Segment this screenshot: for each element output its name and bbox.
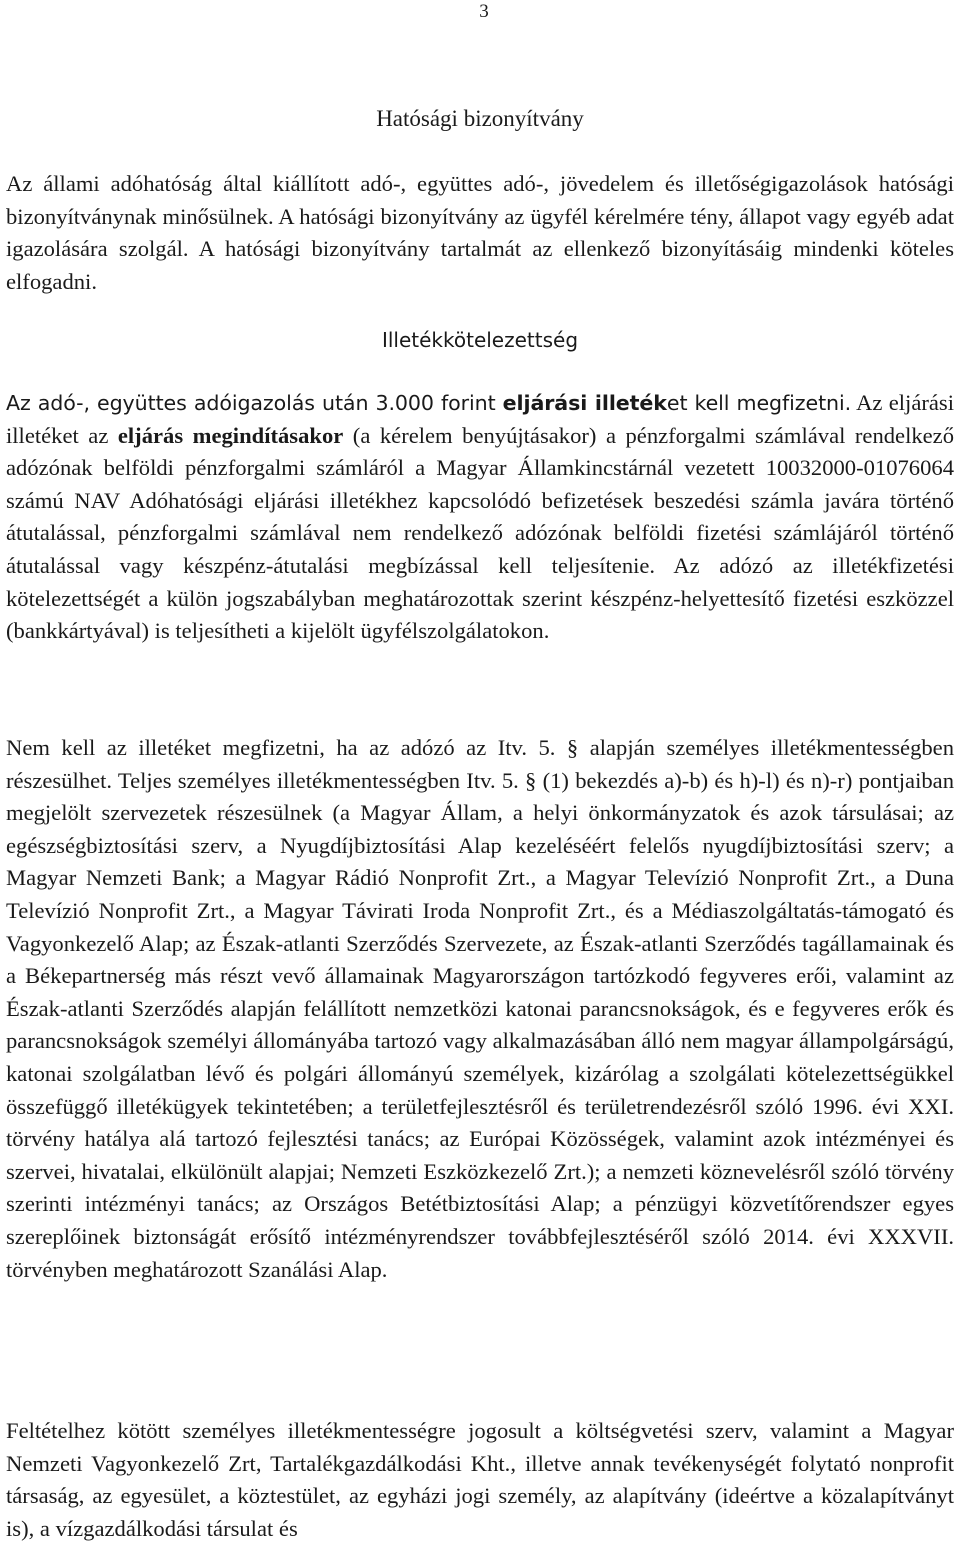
page-number: 3 bbox=[479, 1, 489, 22]
paragraph-feltetelhez-kotott-mentesseg: Feltételhez kötött személyes illetékmentességre jogosult a költségvetési szerv, valamint a Magyar Nemzeti Vagyonkezelő Zrt, Tartalékgazdálkodási Kht., illetve annak tevékenységét folytató nonprofit társaság, az egyesület, a köztestület, az egyházi jogi személy, az alapítvány (ideértve a közalapítványt is), a vízgazdálkodási társulat és bbox=[6, 1418, 954, 1541]
paragraph-text: Az eljárási illetéket az bbox=[6, 390, 954, 448]
paragraph-illetek-fizetes bbox=[6, 387, 954, 648]
bold-term-eljaras-meginditasakor: eljárás megindításakor bbox=[117, 422, 344, 448]
section-title-illetekkotelezettseg: Illetékkötelezettség bbox=[381, 328, 579, 352]
paragraph-text-intro-end: et kell megfizetni. bbox=[666, 391, 852, 415]
paragraph-text-intro: Az adó-, együttes adóigazolás után 3.000 forint bbox=[6, 391, 503, 415]
bold-term-eljarasi-illetek: eljárási illeték bbox=[502, 391, 667, 415]
paragraph-hatosagi-bizonyitvany: Az állami adóhatóság által kiállított adó-, együttes adó-, jövedelem és illetőségigazolások hatósági bizonyítványnak minősülnek. A hatósági bizonyítvány az ügyfél kérelmére tény, állapot vagy egyéb adat igazolására szolgál. A hatósági bizonyítvány tartalmát az ellenkező bizonyításáig mindenki köteles elfogadni. bbox=[6, 171, 954, 294]
paragraph-illetekmentesseg: Nem kell az illetéket megfizetni, ha az adózó az Itv. 5. § alapján személyes illetékmentességben részesülhet. Teljes személyes illetékmentességben Itv. 5. § (1) bekezdés a)-b) és h)-l) és n)-r) pontjaiban megjelölt szervezetek részesülnek (a Magyar Állam, a helyi önkormányzatok és azok társulásai; az egészségbiztosítási szerv, a Nyugdíjbiztosítási Alap kezeléséért felelős nyugdíjbiztosítási szerv; a Magyar Nemzeti Bank; a Magyar Rádió Nonprofit Zrt., a Magyar Televízió Nonprofit Zrt., a Duna Televízió Nonprofit Zrt., a Magyar Távirati Iroda Nonprofit Zrt., és a Médiaszolgáltatás-támogató és Vagyonkezelő Alap; az Észak-atlanti Szerződés Szervezete, az Észak-atlanti Szerződés tagállamainak és a Békepartnerség más részt vevő államainak Magyarországon tartózkodó fegyveres erői, valamint az Észak-atlanti Szerződés alapján felállított nemzetközi katonai parancsnokságok, és e fegyveres erők és parancsnokságok személyi állományába tartozó vagy alkalmazásában álló nem magyar állampolgárságú, katonai szolgálatban lévő és polgári állományú személyek, kizárólag a szolgálati kötelezettségükkel összefüggő illetékügyek tekintetében; a területfejlesztésről és területrendezésről szóló 1996. évi XXI. törvény hatálya alá tartozó fejlesztési tanács; az Európai Közösségek, valamint azok intézményei és szervei, hivatalai, elkülönült alapjai; Nemzeti Eszközkezelő Zrt.); a nemzeti köznevelésről szóló törvény szerinti intézményi tanács; az Országos Betétbiztosítási Alap; a pénzügyi közvetítőrendszer egyes szereplőinek biztonságát erősítő intézményrendszer továbbfejlesztéséről szóló 2014. évi XXXVII. törvényben meghatározott Szanálási Alap. bbox=[6, 735, 954, 1282]
paragraph-text-continued: (a kérelem benyújtásakor) a pénzforgalmi számlával rendelkező adózónak belföldi pénzforgalmi számláról a Magyar Államkincstárnál vezetett 10032000-01076064 számú NAV Adóhatósági eljárási illetékhez kapcsolódó befizetések beszedési számla javára történő átutalással, pénzforgalmi számlával nem rendelkező adózónak belföldi fizetési számlájáról történő átutalással vagy készpénz-átutalási megbízással kell teljesítenie. Az adózó az illetékfizetési kötelezettségét a külön jogszabályban meghatározottak szerint készpénz-helyettesítő fizetési eszközzel (bankkártyával) is teljesítheti a kijelölt ügyfélszolgálatokon. bbox=[6, 422, 955, 644]
section-title-hatosagi-bizonyitvany: Hatósági bizonyítvány bbox=[376, 106, 584, 131]
